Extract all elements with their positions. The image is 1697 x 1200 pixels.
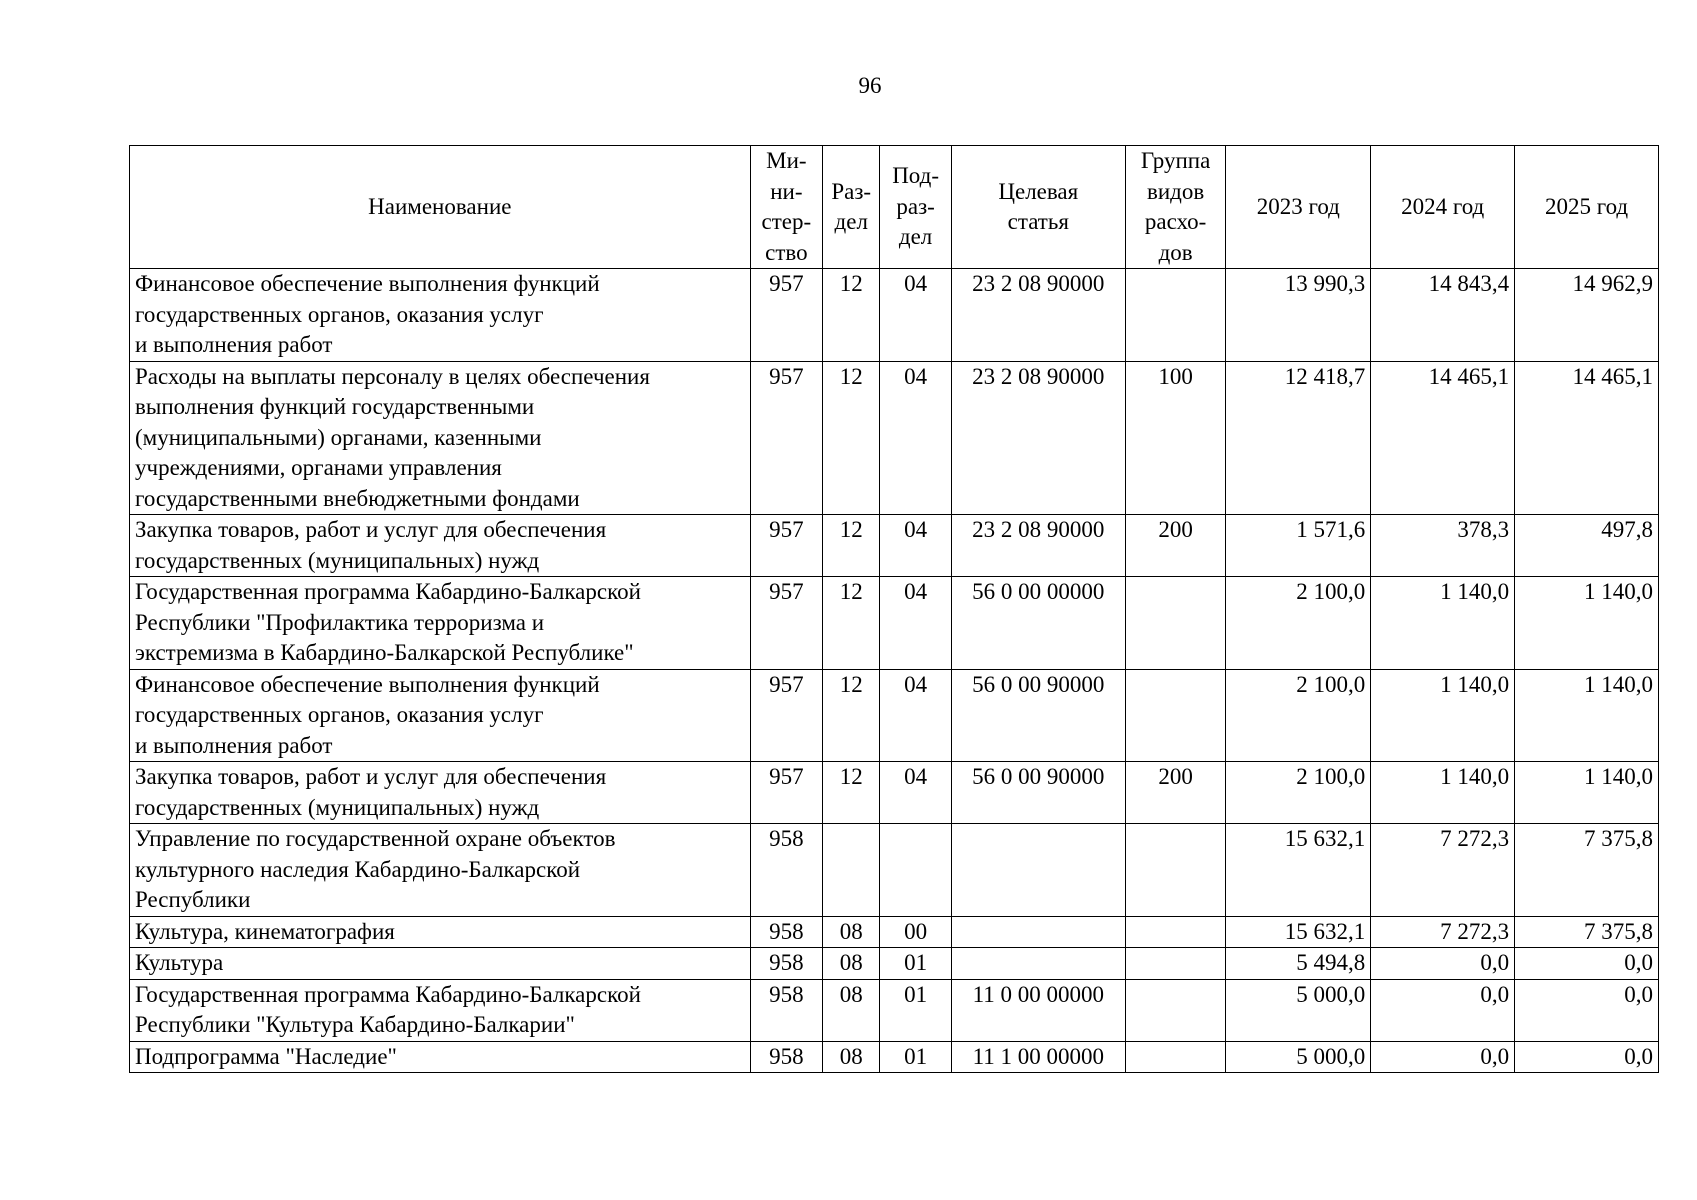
cell-expense-group (1125, 948, 1226, 980)
table-row (130, 948, 1659, 980)
cell-name: Закупка товаров, работ и услуг для обеспечения государственных (муниципальных) нужд (130, 762, 751, 824)
cell-name: Культура, кинематография (130, 916, 751, 948)
cell-subsection: 04 (880, 762, 951, 824)
cell-subsection: 00 (880, 916, 951, 948)
cell-target-article: 56 0 00 90000 (951, 762, 1125, 824)
cell-2024: 1 140,0 (1371, 669, 1515, 762)
table-row (130, 979, 1659, 1041)
table-row (130, 1041, 1659, 1073)
cell-ministry: 957 (750, 762, 822, 824)
cell-ministry: 957 (750, 577, 822, 670)
cell-section: 12 (823, 361, 880, 515)
cell-2025: 7 375,8 (1515, 824, 1659, 917)
cell-section: 12 (823, 762, 880, 824)
cell-2023: 5 000,0 (1226, 979, 1371, 1041)
cell-2023: 15 632,1 (1226, 916, 1371, 948)
header-name: Наименование (130, 146, 751, 269)
cell-target-article: 56 0 00 90000 (951, 669, 1125, 762)
cell-name: Государственная программа Кабардино-Балкарской Республики "Профилактика терроризма и экстремизма в Кабардино-Балкарской Республике" (130, 577, 751, 670)
cell-expense-group (1125, 824, 1226, 917)
cell-ministry: 957 (750, 269, 822, 362)
cell-expense-group (1125, 669, 1226, 762)
cell-2025: 0,0 (1515, 948, 1659, 980)
cell-section: 12 (823, 515, 880, 577)
cell-2023: 2 100,0 (1226, 669, 1371, 762)
cell-section: 08 (823, 1041, 880, 1073)
cell-2025: 7 375,8 (1515, 916, 1659, 948)
cell-2025: 14 465,1 (1515, 361, 1659, 515)
cell-expense-group (1125, 269, 1226, 362)
cell-expense-group: 200 (1125, 762, 1226, 824)
cell-target-article (951, 824, 1125, 917)
cell-name: Финансовое обеспечение выполнения функций государственных органов, оказания услуг и выполнения работ (130, 269, 751, 362)
cell-name: Подпрограмма "Наследие" (130, 1041, 751, 1073)
header-section: Раз- дел (823, 146, 880, 269)
cell-name: Расходы на выплаты персоналу в целях обеспечения выполнения функций государственными (муниципальными) органами, казенными учреждениями, органами управления государственными внебюджетными фондами (130, 361, 751, 515)
cell-section: 12 (823, 269, 880, 362)
cell-section (823, 824, 880, 917)
cell-ministry: 957 (750, 515, 822, 577)
cell-2023: 5 000,0 (1226, 1041, 1371, 1073)
table-row (130, 762, 1659, 824)
cell-section: 08 (823, 916, 880, 948)
budget-table (129, 145, 1659, 1073)
cell-expense-group (1125, 916, 1226, 948)
header-year-2023: 2023 год (1226, 146, 1371, 269)
cell-expense-group: 100 (1125, 361, 1226, 515)
cell-2024: 378,3 (1371, 515, 1515, 577)
cell-name: Финансовое обеспечение выполнения функций государственных органов, оказания услуг и выполнения работ (130, 669, 751, 762)
cell-2025: 14 962,9 (1515, 269, 1659, 362)
cell-2023: 5 494,8 (1226, 948, 1371, 980)
cell-name: Культура (130, 948, 751, 980)
cell-expense-group: 200 (1125, 515, 1226, 577)
cell-2024: 7 272,3 (1371, 916, 1515, 948)
cell-target-article: 11 1 00 00000 (951, 1041, 1125, 1073)
cell-2024: 14 465,1 (1371, 361, 1515, 515)
cell-2023: 15 632,1 (1226, 824, 1371, 917)
cell-subsection: 01 (880, 948, 951, 980)
cell-name: Государственная программа Кабардино-Балкарской Республики "Культура Кабардино-Балкарии" (130, 979, 751, 1041)
table-body (130, 269, 1659, 1073)
table-row (130, 669, 1659, 762)
table-row (130, 269, 1659, 362)
cell-subsection: 04 (880, 577, 951, 670)
cell-ministry: 957 (750, 361, 822, 515)
table-header-row (130, 146, 1659, 269)
cell-2025: 0,0 (1515, 979, 1659, 1041)
cell-2024: 0,0 (1371, 979, 1515, 1041)
cell-target-article: 11 0 00 00000 (951, 979, 1125, 1041)
table-row (130, 916, 1659, 948)
cell-2024: 7 272,3 (1371, 824, 1515, 917)
cell-ministry: 958 (750, 979, 822, 1041)
cell-2024: 0,0 (1371, 1041, 1515, 1073)
header-year-2025: 2025 год (1515, 146, 1659, 269)
cell-2024: 1 140,0 (1371, 762, 1515, 824)
cell-subsection: 01 (880, 979, 951, 1041)
header-expense-group: Группа видов расхо- дов (1125, 146, 1226, 269)
table-row (130, 515, 1659, 577)
cell-subsection: 04 (880, 269, 951, 362)
table-row (130, 824, 1659, 917)
cell-2023: 13 990,3 (1226, 269, 1371, 362)
cell-2023: 2 100,0 (1226, 577, 1371, 670)
page-number: 96 (858, 73, 882, 98)
cell-section: 08 (823, 979, 880, 1041)
cell-section: 08 (823, 948, 880, 980)
cell-target-article (951, 916, 1125, 948)
cell-ministry: 958 (750, 948, 822, 980)
table-row (130, 577, 1659, 670)
cell-ministry: 958 (750, 824, 822, 917)
cell-ministry: 958 (750, 916, 822, 948)
cell-section: 12 (823, 577, 880, 670)
header-ministry: Ми- ни- стер- ство (750, 146, 822, 269)
cell-target-article (951, 948, 1125, 980)
cell-name: Управление по государственной охране объектов культурного наследия Кабардино-Балкарской Республики (130, 824, 751, 917)
cell-2025: 497,8 (1515, 515, 1659, 577)
cell-2025: 1 140,0 (1515, 577, 1659, 670)
cell-name: Закупка товаров, работ и услуг для обеспечения государственных (муниципальных) нужд (130, 515, 751, 577)
header-year-2024: 2024 год (1371, 146, 1515, 269)
cell-2024: 0,0 (1371, 948, 1515, 980)
cell-2024: 1 140,0 (1371, 577, 1515, 670)
cell-2025: 1 140,0 (1515, 762, 1659, 824)
cell-target-article: 23 2 08 90000 (951, 515, 1125, 577)
cell-2025: 0,0 (1515, 1041, 1659, 1073)
cell-2025: 1 140,0 (1515, 669, 1659, 762)
cell-expense-group (1125, 1041, 1226, 1073)
cell-section: 12 (823, 669, 880, 762)
cell-subsection: 01 (880, 1041, 951, 1073)
cell-ministry: 957 (750, 669, 822, 762)
cell-target-article: 56 0 00 00000 (951, 577, 1125, 670)
cell-2023: 12 418,7 (1226, 361, 1371, 515)
table-row (130, 361, 1659, 515)
cell-expense-group (1125, 577, 1226, 670)
header-subsection: Под- раз- дел (880, 146, 951, 269)
cell-expense-group (1125, 979, 1226, 1041)
cell-2023: 2 100,0 (1226, 762, 1371, 824)
cell-target-article: 23 2 08 90000 (951, 269, 1125, 362)
cell-subsection: 04 (880, 669, 951, 762)
cell-2024: 14 843,4 (1371, 269, 1515, 362)
cell-2023: 1 571,6 (1226, 515, 1371, 577)
cell-subsection: 04 (880, 515, 951, 577)
cell-subsection: 04 (880, 361, 951, 515)
cell-target-article: 23 2 08 90000 (951, 361, 1125, 515)
cell-subsection (880, 824, 951, 917)
cell-ministry: 958 (750, 1041, 822, 1073)
header-target-article: Целевая статья (951, 146, 1125, 269)
